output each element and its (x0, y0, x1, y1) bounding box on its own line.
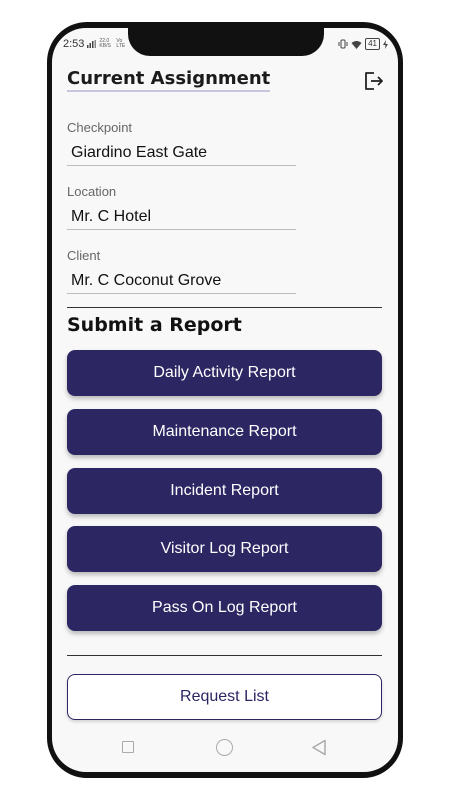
vibrate-icon (338, 39, 348, 49)
submit-report-heading: Submit a Report (67, 314, 242, 336)
back-icon[interactable] (311, 739, 327, 756)
status-bar-left (63, 38, 126, 50)
status-time: 2:53 (63, 38, 85, 50)
status-bar-right (338, 38, 388, 50)
client-label: Client (67, 248, 101, 263)
home-icon[interactable] (216, 739, 233, 756)
client-field: Mr. C Coconut Grove (67, 268, 296, 294)
bottom-divider (67, 655, 382, 656)
checkpoint-field: Giardino East Gate (67, 140, 296, 166)
wifi-icon (351, 40, 362, 49)
location-field: Mr. C Hotel (67, 204, 296, 230)
request-list-button[interactable]: Request List (67, 674, 382, 720)
pass-on-log-report-button[interactable]: Pass On Log Report (67, 585, 382, 631)
signal-icon (87, 40, 96, 48)
logout-icon[interactable] (362, 70, 384, 92)
camera-notch (128, 22, 324, 56)
daily-activity-report-button[interactable]: Daily Activity Report (67, 350, 382, 396)
battery-indicator: 41 (365, 38, 380, 50)
network-type: Vo LTE (116, 38, 126, 49)
checkpoint-label: Checkpoint (67, 120, 133, 135)
network-speed: 22.0 KB/S (99, 38, 111, 49)
incident-report-button[interactable]: Incident Report (67, 468, 382, 514)
visitor-log-report-button[interactable]: Visitor Log Report (67, 526, 382, 572)
maintenance-report-button[interactable]: Maintenance Report (67, 409, 382, 455)
location-label: Location (67, 184, 117, 199)
charging-icon (383, 40, 388, 49)
recent-apps-icon[interactable] (122, 741, 134, 753)
page-title: Current Assignment (67, 68, 270, 92)
section-divider (67, 307, 382, 308)
